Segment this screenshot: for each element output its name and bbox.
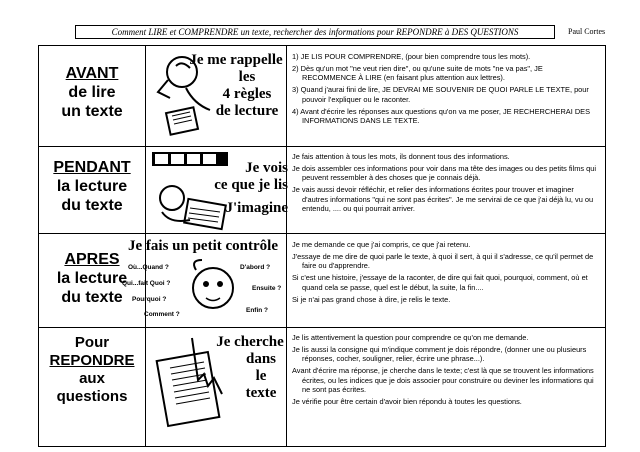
label-line: AVANT [65, 65, 119, 82]
section-text-repondre [292, 333, 598, 409]
label-line: de lire [68, 84, 116, 101]
rule-item: Je vérifie pour être certain d'avoir bien répondu à toutes les questions. [292, 396, 522, 406]
rule-item: J'essaye de me dire de quoi parle le texte, à quoi il sert, à qui il s'adresse, ce qu'il permet de faire ou d'apprendre. [292, 251, 594, 271]
bubble-text [186, 52, 286, 120]
label-line: questions [56, 388, 128, 405]
question-prompt: Enfin ? [246, 307, 269, 314]
bubble-text [212, 334, 288, 402]
rule-item: Je lis aussi la consigne qui m'indique comment je dois répondre, (donner une ou plusieurs réponses, cocher, souligner, relier, écrire une phrase...). [292, 344, 587, 364]
label-line: la lecture [56, 270, 128, 287]
label-line: un texte [61, 103, 123, 120]
question-prompt: Où...Quand ? [128, 264, 169, 271]
section-divider [38, 327, 606, 328]
label-line: du texte [61, 197, 123, 214]
section-label-avant [42, 64, 142, 121]
label-line: du texte [61, 289, 123, 306]
rule-item: Je me demande ce que j'ai compris, ce que j'ai retenu. [292, 240, 471, 249]
bubble-line: de lecture [215, 103, 279, 119]
section-divider [38, 146, 606, 147]
rule-item: Si c'est une histoire, j'essaye de la raconter, de dire qui fait quoi, pourquoi, comment, où et quand cela se passe, quel est le début, la suite, la fin.... [292, 273, 588, 292]
section-text-apres [292, 240, 598, 306]
label-line: la lecture [56, 178, 128, 195]
rule-item: 4) Avant d'écrire les réponses aux questions qu'on va me poser, JE RECHERCHERAI DES INFORMATIONS DANS LE TEXTE. [292, 106, 591, 125]
section-label-apres [42, 250, 142, 307]
rule-item: 3) Quand j'aurai fini de lire, JE DEVRAI ME SOUVENIR DE QUOI PARLE LE TEXTE, pour pouvoir l'expliquer ou le raconter. [292, 85, 589, 104]
bubble-line: J'imagine [225, 200, 288, 216]
question-prompt: Ensuite ? [252, 285, 282, 292]
rule-item: 1) JE LIS POUR COMPRENDRE, (pour bien comprendre tous les mots). [292, 52, 531, 61]
section-label-pendant [42, 158, 142, 215]
bubble-line: les [238, 69, 256, 85]
section-text-avant [292, 52, 598, 128]
bubble-line: dans [245, 351, 277, 367]
section-text-pendant [292, 152, 598, 216]
rule-item: Je fais attention à tous les mots, ils donnent tous des informations. [292, 152, 510, 161]
label-line: REPONDRE [49, 352, 135, 369]
label-line: APRES [64, 251, 120, 268]
section-label-repondre [42, 334, 142, 406]
label-line: Pour [74, 334, 110, 351]
rule-item: Je lis attentivement la question pour comprendre ce qu'on me demande. [292, 333, 529, 342]
question-prompt: Qui...fait Quoi ? [122, 280, 171, 287]
bubble-text [208, 160, 288, 217]
label-line: aux [79, 370, 105, 387]
child-wondering-illustration [188, 258, 238, 324]
rule-item: Avant d'écrire ma réponse, je cherche dans le texte; c'est là que se trouvent les informations écrites, ou les indices que je dois associer pour construire ou deviner les informations qui ne sont pas écrites. [292, 366, 594, 395]
bubble-line: 4 règles [222, 86, 272, 102]
rule-item: 2) Dès qu'un mot "ne veut rien dire", ou qu'une suite de mots "ne va pas", JE RECOMMENCE À LIRE (en faisant plus attention aux lettres). [292, 63, 543, 83]
bubble-line: Je me rappelle [189, 52, 283, 68]
page-header: Comment LIRE et COMPRENDRE un texte, rechercher des informations pour REPONDRE à DES QUESTIONS [75, 25, 555, 39]
bubble-line: texte [245, 385, 277, 401]
bubble-line: ce que je lis [214, 177, 288, 193]
author-name: Paul Cortes [568, 27, 606, 36]
question-prompt: Pourquoi ? [132, 296, 167, 303]
bubble-line: le [255, 368, 267, 384]
bubble-text: Je fais un petit contrôle [128, 238, 278, 254]
question-prompt: D'abord ? [240, 264, 271, 271]
rule-item: Je vais aussi devoir réfléchir, et relier des informations écrites pour trouver et imaginer d'autres informations "qui ne sont pas écrites". Je me servirai de ce que j'ai déjà lu, vu ou entendu, .... ou qui pourrait arriver. [292, 185, 594, 214]
bubble-line: Je cherche [216, 334, 284, 350]
section-divider [38, 233, 606, 234]
label-line: PENDANT [53, 159, 131, 176]
bubble-line: Je vois [245, 160, 288, 176]
rule-item: Si je n'ai pas grand chose à dire, je relis le texte. [292, 294, 451, 304]
rule-item: Je dois assembler ces informations pour voir dans ma tête des images ou des petits films qui peuvent ressembler à des choses que je connais déjà. [292, 163, 596, 183]
question-prompt: Comment ? [144, 311, 180, 318]
